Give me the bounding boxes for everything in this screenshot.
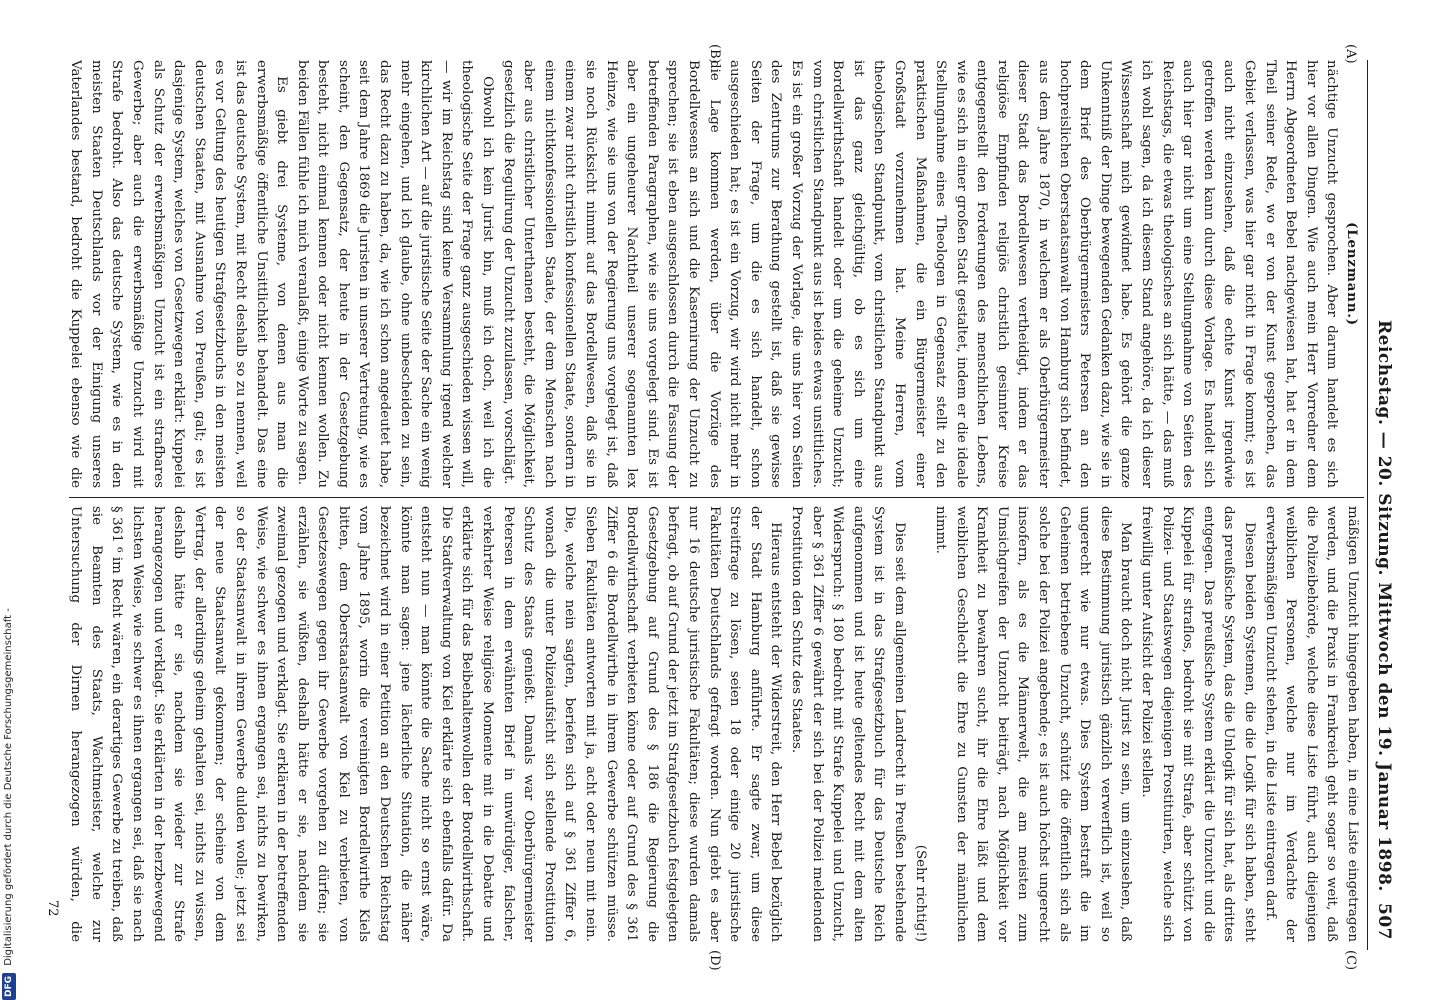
sheet-number: 72 bbox=[45, 900, 60, 917]
right-column bbox=[62, 506, 1362, 942]
dfg-logo: DFG bbox=[2, 973, 16, 1000]
credit-text: Digitalisierung gefördert durch die Deutsche Forschungsgemeinschaft - bbox=[3, 608, 14, 966]
document-page bbox=[20, 0, 1400, 1000]
paragraph: Es giebt drei Systeme, von denen aus man die erwerbsmäßige öffentliche Unsittlichkeit behandelt. Das eine ist das deutsche System, mit Recht deshalb so zu nennen, weil es vor Geltung des heutigen Strafgesetzbuchs in den meisten deutschen Staaten, mit Ausnahme von Preußen, galt; es ist dasjenige System, welches von Gesetzwegen erklärt: Kuppelei als Schutz der erwerbsmäßigen Unzucht ist ein strafbares Gewerbe; aber auch die erwerbsmäßige Unzucht wird mit Strafe bedroht. Also das deutsche System, wie es in den meisten Staaten Deutschlands vor der Einigung unseres Vaterlandes bestand, bedroht die Kuppelei ebenso wie die bbox=[68, 60, 290, 488]
left-column bbox=[62, 60, 1362, 488]
paragraph: Hieraus entsteht der Widerstreit, den Herr Bebel bezüglich der Stadt Hamburg anführte. Er sagte zwar, um diese Streitfrage zu lösen, seien 18 oder einige 20 juristische Fakultäten Deutschlands gefragt worden. Nun giebt es aber nur 16 deutsche juristische Fakultäten; diese wurden damals befragt, ob auf Grund der jetzt im Strafgesetzbuch festgelegten Gesetzgebung auf Grund des § 186 die Regierung die Bordellwirthschaft verbieten könne oder auf Grund des § 361 Ziffer 6 die Bordellwirthe in ihrem Gewerbe schützen müsse. Sieben Fakultäten antworten mit ja, acht oder neun mit nein. Die, welche nein sagten, beriefen sich auf § 361 Ziffer 6, wonach die unter Polizeiaufsicht sich stellende Prostitution Schutz des Staats genießt. Damals war Oberbürgermeister Petersen in dem erwähnten Brief in unwürdiger, falscher, verkehrter Weise religiöse Momente mit in die Debatte und erklärte sich für das Beibehaltenwollen der Bordellwirthschaft. Die Stadtverwaltung von Kiel erklärte sich ebenfalls dafür. Da entsteht nun — man könnte die Sache nicht so ernst wäre, könnte man sagen: jene lächerliche Situation, die näher bezeichnet wird in einer Petition an den Deutschen Reichstag vom Jahre 1895, worin die vereinigten Bordellwirthe Kiels bitten, dem Oberstaatsanwalt von Kiel zu verbieten, von Gesetzeswegen gegen ihr Gewerbe vorgehen zu dürfen; sie erzählen, sie wüßten, deshalb hätte er sie, nachdem sie zweimal gezogen und verklagt. Sie erklären in der betreffenden Weise, wie schwer es ihnen ergangen sei, nichts zu bewirken, so der Staatsanwalt in ihrem Gewerbe dulden wolle; jetzt sei der neue Staatsanwalt gekommen; der scheine von dem Vertrag, der allerdings geheim gehalten sei, nichts zu wissen, deshalb hätte er sie, nachdem sie wieder zur Strafe herangezogen und verklagt. Sie erklärten in der herzbewegend lichsten Weise, wie schwer es ihnen ergangen sei, daß sie nach § 361 ⁶ im Recht wären, ein derartiges Gewerbe zu treiben, daß sie Beamten des Staats, Wachtmeister, welche zur Untersuchung der Dirnen herangezogen würden, die bbox=[68, 506, 784, 942]
margin-marker-d: (D) bbox=[707, 950, 722, 971]
applause-note: (Sehr richtig!) bbox=[912, 844, 928, 942]
speaker-name: (Lenzmann.) bbox=[1344, 222, 1360, 326]
paragraph: Obwohl ich kein Jurist bin, muß ich doch, weil ich die theologische Seite der Frage ganz ausgeschieden wissen will, — wir im Reichstag sind keine Versammlung irgend welcher kirchlichen Art — auf die juristische Seite der Sache ein wenig mehr eingehen, und ich glaube, ohne unbescheiden zu sein, das Recht dazu zu haben, da, wie ich schon angedeutet habe, seit dem Jahre 1869 die Juristen in unserer Vertretung, wie es scheint, den Gegensatz, der heute in der Gesetzgebung besteht, nicht einmal kennen oder nicht kennen wollen. Zu beiden Fällen fühle ich mich veranlaßt, einige Worte zu sagen. bbox=[294, 60, 496, 488]
paragraph: mäßigen Unzucht hingegeben haben, in eine Liste eingetragen werden, und die Praxis in Frankreich geht sogar so weit, daß die Polizeibehörde, welche diese Liste führt, auch diejenigen weiblichen Personen, welche nur im Verdachte der erwerbsmäßigen Unzucht stehen, in die Liste eintragen darf. bbox=[1262, 506, 1360, 942]
page-number: 507 bbox=[1374, 903, 1394, 940]
paragraph: Man braucht doch nicht Jurist zu sein, um einzusehen, daß diese Bestimmung juristisch gänzlich verwerflich ist, weil so ungerecht wie nur etwas. Dies System bestraft die im Geheimen betriebene Unzucht, schützt die öffentlich sich als solche bei der Polizei angebende; es ist auch höchst ungerecht insofern, als es die Männerwelt, die am meisten zum Umsichgreifen der Unzucht beiträgt, nach Möglichkeit vor Krankheit zu bewahren sucht, ihr die Ehre läßt und dem weiblichen Geschlecht die Ehre zu Gunsten der männlichen nimmt. bbox=[933, 506, 1134, 942]
paragraph: Diesen beiden Systemen, die die Logik für sich haben, steht das preußische System, das die Unlogik für sich hat, als drittes entgegen. Das preußische System erklärt die Unzucht und die Kuppelei für straflos, bedroht sie mit Strafe, aber schützt von Polizei- und Staatswegen diejenigen Prostituirten, welche sich freiwillig unter Aufsicht der Polizei stellen. bbox=[1139, 506, 1258, 942]
header-rule bbox=[1367, 60, 1368, 950]
margin-marker-c: (C) bbox=[1343, 950, 1358, 971]
column-divider bbox=[69, 497, 1364, 498]
paragraph: Dies seit dem allgemeinen Landrecht in Preußen bestehende System ist in das Strafgesetzbuch für das Deutsche Reich aufgenommen und ist heute geltendes Recht mit dem alten Widerspruch: § 180 bedroht mit Strafe Kuppelei und Unzucht, aber § 361 Ziffer 6 gewährt der sich bei der Polizei meldenden Prostitution den Schutz des Staates. bbox=[788, 506, 907, 942]
page-title: Reichstag. — 20. Sitzung. Mittwoch den 19. Januar 1898. bbox=[1374, 320, 1394, 892]
page-header bbox=[1368, 60, 1394, 940]
margin-marker-a: (A) bbox=[1343, 44, 1358, 64]
paragraph: nächtige Unzucht gesprochen. Aber darum handelt es sich hier vor allen Dingen. Wie auch mein Herr Vorredner dem Herrn Abgeordneten Bebel nachgewiesen hat, hat er in dem Theil seiner Rede, wo er von der Kunst gesprochen, das Gebiet verlassen, was hier gar nicht in Frage kommt; es ist auch nicht einzusehen, daß die echte Kunst irgendwie getroffen werden kann durch diese Vorlage. Es handelt sich auch hier gar nicht um eine Stellungnahme von Seiten des Reichstags, die etwas theologisches an sich hätte, — das muß ich wohl sagen, da ich diesem Stand angehöre, da ich dieser Wissenschaft mich gewidmet habe. Es gehört die ganze Unkenntniß der Dinge bewegenden Gedanken dazu, wie sie in dem Brief des Oberbürgermeisters Petersen an den hochpreislichen Oberstaatsanwalt von Hamburg sich befindet, aus dem Jahre 1870, in welchem er als Oberbürgermeister dieser Stadt das Bordellwesen vertheidigt, indem er das religiöse Empfinden religiös christlich gesinnter Kreise entgegenstellt den Forderungen des menschlichen Lebens, wie es sich in einer großen Stadt gestaltet, indem er die ideale Stellungnahme eines Theologen in Gegensatz stellt zu den praktischen Maßnahmen, die ein Bürgermeister einer Großstadt vorzunehmen hat. Meine Herren, vom theologischen Standpunkt, vom christlichen Standpunkt aus ist das ganz gleichgültig, ob es sich um eine Bordellwirthschaft handelt oder um die geheime Unzucht; vom christlichen Standpunkt aus ist beides etwas unsittliches. Es ist ein großer Vorzug der Vorlage, die uns hier von Seiten des Zentrums zur Berathung gestellt ist, daß sie gewisse Seiten der Frage, um die es sich handelt, schon ausgeschieden hat; es ist ein Vorzug, wir wird nicht mehr in die Lage kommen werden, über die Vorzüge des Bordellwesens an sich und die Kasernirung der Unzucht zu sprechen; sie ist eben ausgeschlossen durch die Fassung der betreffenden Paragraphen, wie sie uns vorgelegt sind. Es ist aber ein ungeheurer Nachtheil unserer sogenannten lex Heinze, wie sie uns von der Regierung uns vorgelegt ist, daß sie noch Rücksicht nimmt auf das Bordellwesen, daß sie in einem zwar nicht christlich konfessionellen Staate, sondern in einem nichtkonfessionellen Staate, der dem Menschen nach aber aus christlicher Unterthanen besteht, die Möglichkeit, gesetzlich die Regulirung der Unzucht zuzulassen, vorschlägt. bbox=[500, 60, 1340, 488]
digitization-credit bbox=[2, 0, 16, 1000]
margin-marker-b: (B) bbox=[707, 44, 722, 64]
